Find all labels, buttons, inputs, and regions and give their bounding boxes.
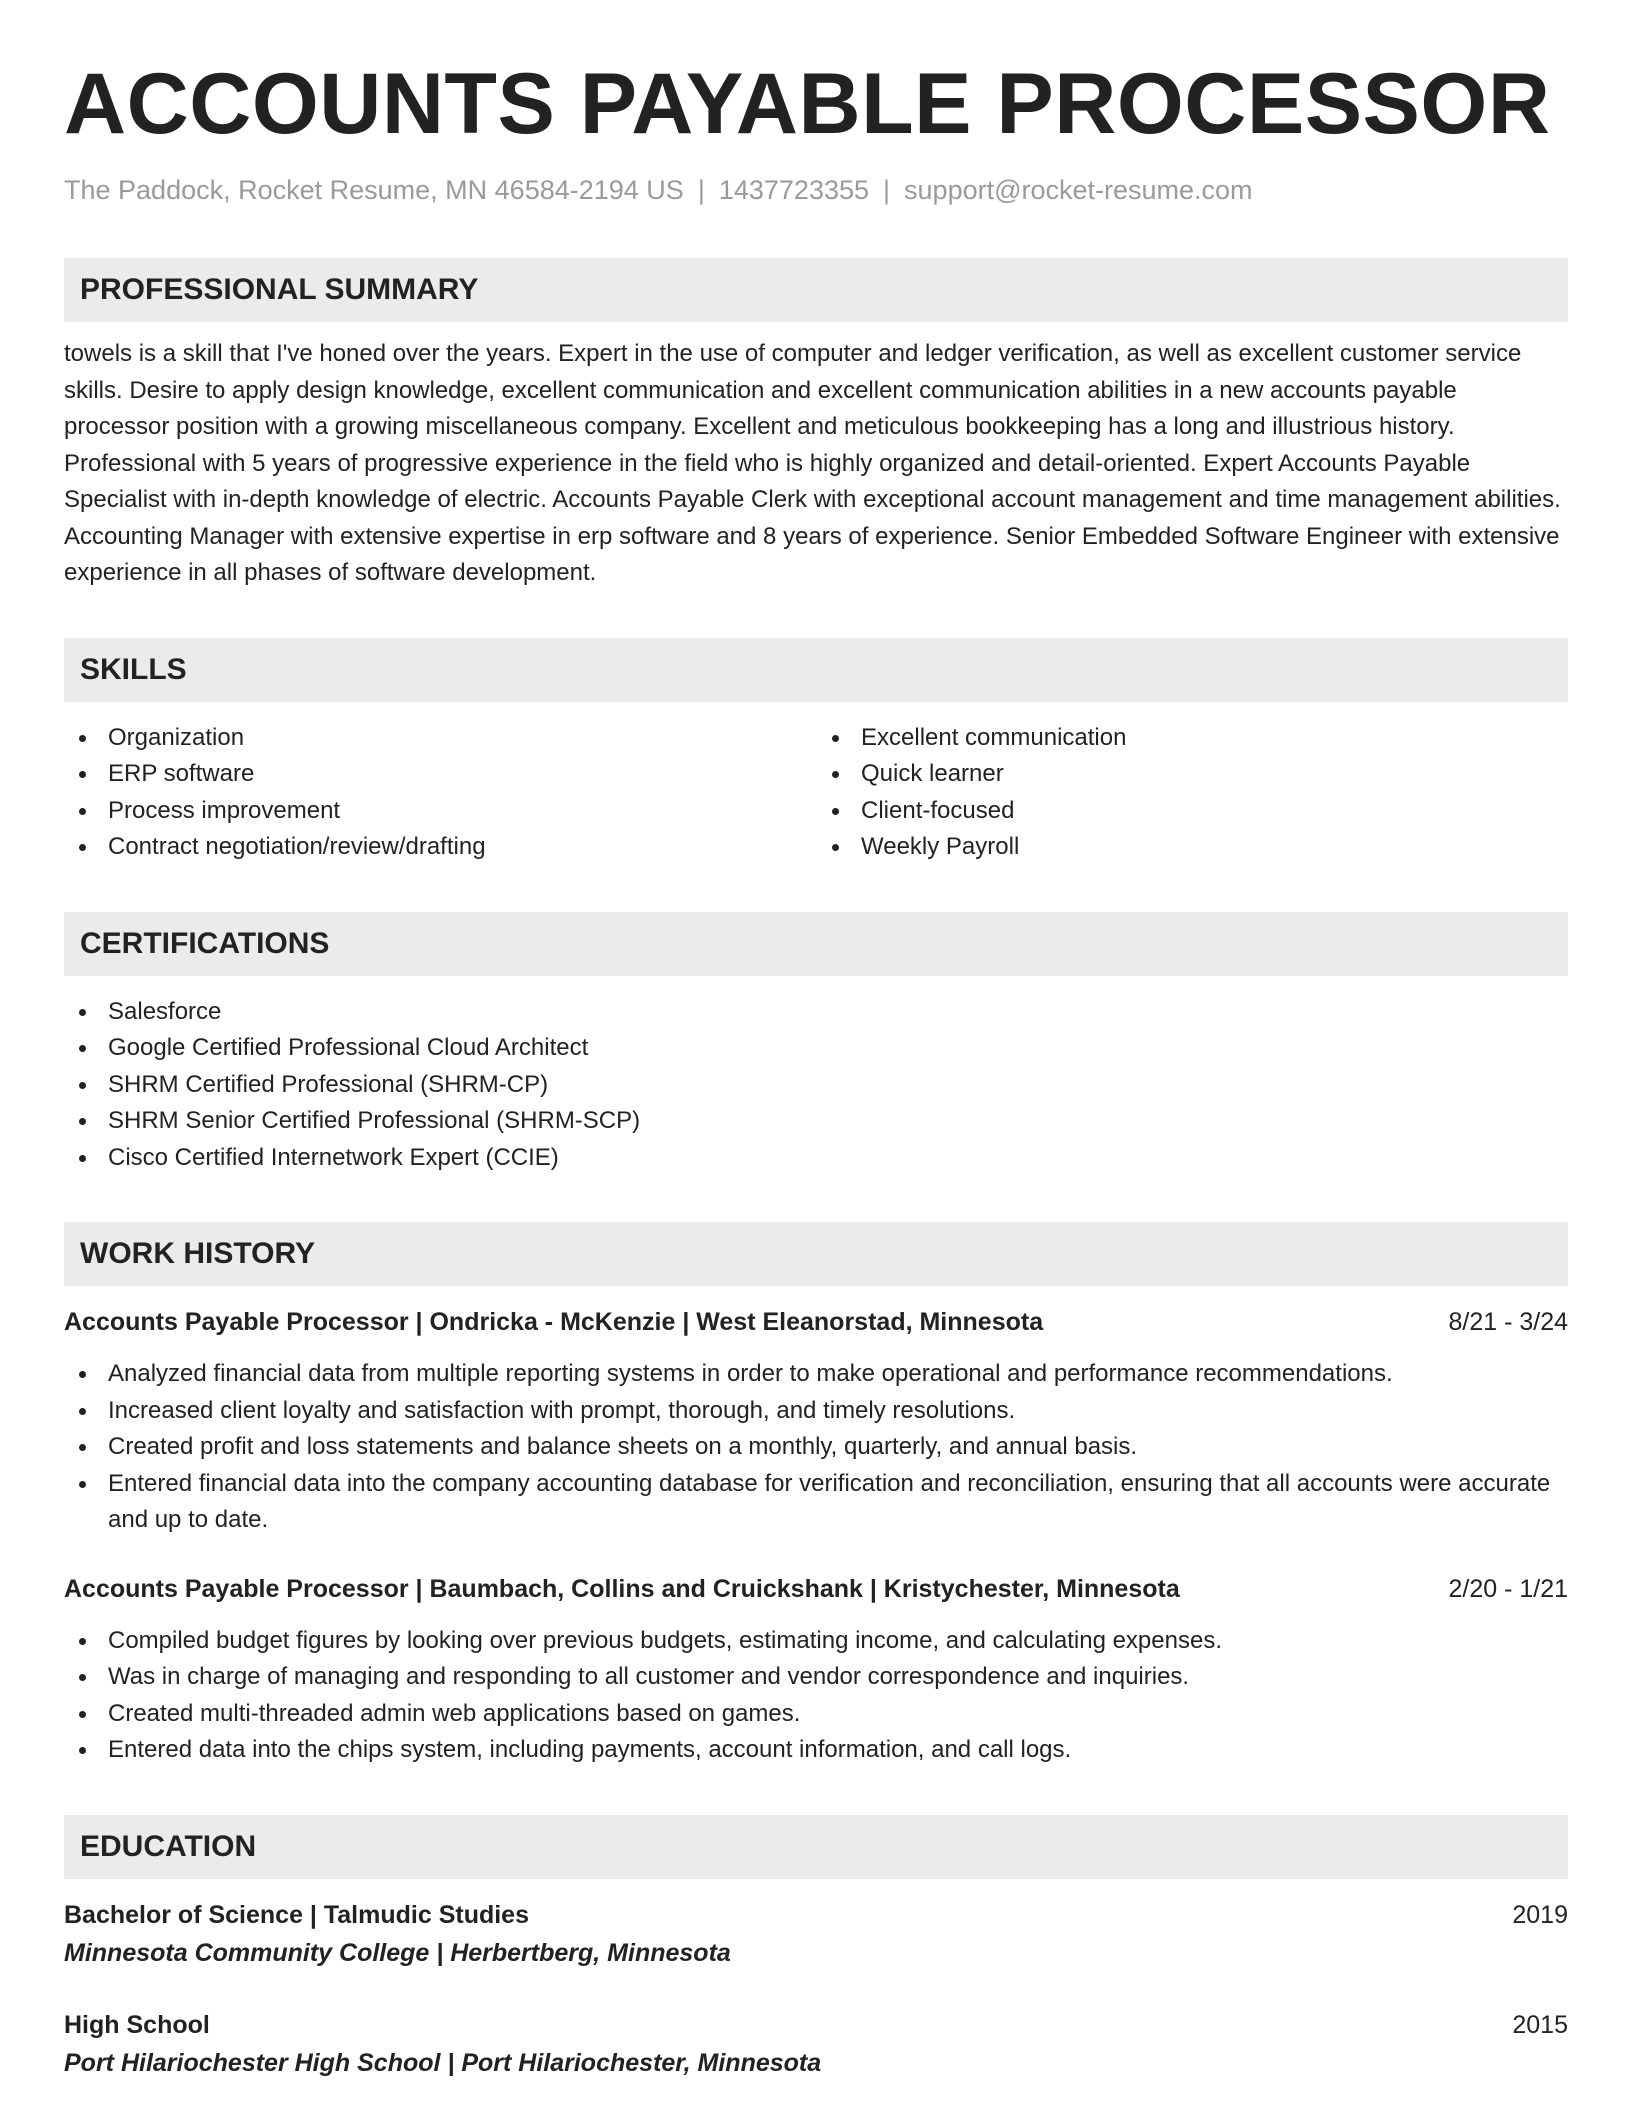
section-heading-education: EDUCATION <box>64 1815 1568 1879</box>
contact-email: support@rocket-resume.com <box>904 175 1253 205</box>
job-dates: 8/21 - 3/24 <box>1448 1308 1568 1336</box>
skill-item: Contract negotiation/review/drafting <box>64 829 815 866</box>
skill-item: Quick learner <box>817 756 1568 793</box>
skill-item: Process improvement <box>64 793 815 830</box>
skills-list-left <box>64 720 815 866</box>
skills-list-right <box>815 720 1568 866</box>
education-entry <box>64 1897 1568 1971</box>
section-heading-certifications: CERTIFICATIONS <box>64 912 1568 976</box>
job-bullet: Increased client loyalty and satisfaction with prompt, thorough, and timely resolutions. <box>64 1393 1568 1430</box>
section-heading-summary: PROFESSIONAL SUMMARY <box>64 258 1568 322</box>
certification-item: Cisco Certified Internetwork Expert (CCIE) <box>64 1140 1568 1177</box>
certification-item: Salesforce <box>64 994 1568 1031</box>
summary-text: towels is a skill that I've honed over the years. Expert in the use of computer and ledger verification, as well as excellent customer service skills. Desire to apply design knowledge, excellent communication and excellent communication abilities in a new accounts payable processor position with a growing miscellaneous company. Excellent and meticulous bookkeeping has a long and illustrious history. Professional with 5 years of progressive experience in the field who is highly organized and detail-oriented. Expert Accounts Payable Specialist with in-depth knowledge of electric. Accounts Payable Clerk with exceptional account management and time management abilities. Accounting Manager with extensive expertise in erp software and 8 years of experience. Senior Embedded Software Engineer with extensive experience in all phases of software development. <box>64 340 1561 586</box>
job-bullet: Compiled budget figures by looking over previous budgets, estimating income, and calculating expenses. <box>64 1623 1568 1660</box>
contact-separator: | <box>697 175 705 205</box>
job-bullets <box>64 1623 1568 1769</box>
job-entry <box>64 1304 1568 1539</box>
job-entry <box>64 1571 1568 1769</box>
skill-item: ERP software <box>64 756 815 793</box>
skill-item: Weekly Payroll <box>817 829 1568 866</box>
job-dates: 2/20 - 1/21 <box>1448 1574 1568 1603</box>
contact-separator: | <box>883 175 891 205</box>
education-school: Minnesota Community College | Herbertberg, Minnesota <box>64 1938 731 1967</box>
job-bullet: Created profit and loss statements and balance sheets on a monthly, quarterly, and annual basis. <box>64 1429 1568 1466</box>
resume-name-heading: ACCOUNTS PAYABLE PROCESSOR <box>64 56 1551 152</box>
job-bullet: Entered financial data into the company accounting database for verification and reconciliation, ensuring that all accounts were accurate and up to date. <box>64 1466 1568 1539</box>
job-bullet: Was in charge of managing and responding to all customer and vendor correspondence and inquiries. <box>64 1659 1568 1696</box>
job-bullet: Analyzed financial data from multiple reporting systems in order to make operational and performance recommendations. <box>64 1356 1568 1393</box>
education-entry <box>64 2007 1568 2081</box>
skill-item: Organization <box>64 720 815 757</box>
job-title: Accounts Payable Processor | Ondricka - McKenzie | West Eleanorstad, Minnesota <box>64 1308 1044 1336</box>
section-heading-skills: SKILLS <box>64 638 1568 702</box>
certification-item: Google Certified Professional Cloud Architect <box>64 1030 1568 1067</box>
education-degree: High School <box>64 2010 210 2039</box>
skills-grid <box>64 720 1568 866</box>
job-bullets <box>64 1356 1568 1539</box>
education-school: Port Hilariochester High School | Port Hilariochester, Minnesota <box>64 2048 822 2077</box>
certifications-list <box>64 994 1568 1177</box>
education-degree: Bachelor of Science | Talmudic Studies <box>64 1900 529 1929</box>
contact-line <box>64 172 1568 208</box>
education-header <box>64 1897 1568 1933</box>
education-header <box>64 2007 1568 2043</box>
job-header <box>64 1571 1568 1607</box>
certification-item: SHRM Certified Professional (SHRM-CP) <box>64 1067 1568 1104</box>
job-header <box>64 1304 1568 1340</box>
job-title: Accounts Payable Processor | Baumbach, Collins and Cruickshank | Kristychester, Minnesota <box>64 1574 1180 1603</box>
skill-item: Client-focused <box>817 793 1568 830</box>
contact-address: The Paddock, Rocket Resume, MN 46584-2194 US <box>64 175 684 205</box>
skill-item: Excellent communication <box>817 720 1568 757</box>
job-bullet: Created multi-threaded admin web applications based on games. <box>64 1696 1568 1733</box>
section-heading-work-history: WORK HISTORY <box>64 1222 1568 1286</box>
education-year: 2015 <box>1512 2010 1568 2039</box>
certification-item: SHRM Senior Certified Professional (SHRM-SCP) <box>64 1103 1568 1140</box>
education-year: 2019 <box>1512 1900 1568 1929</box>
contact-phone: 1437723355 <box>718 175 870 205</box>
job-bullet: Entered data into the chips system, including payments, account information, and call logs. <box>64 1732 1568 1769</box>
